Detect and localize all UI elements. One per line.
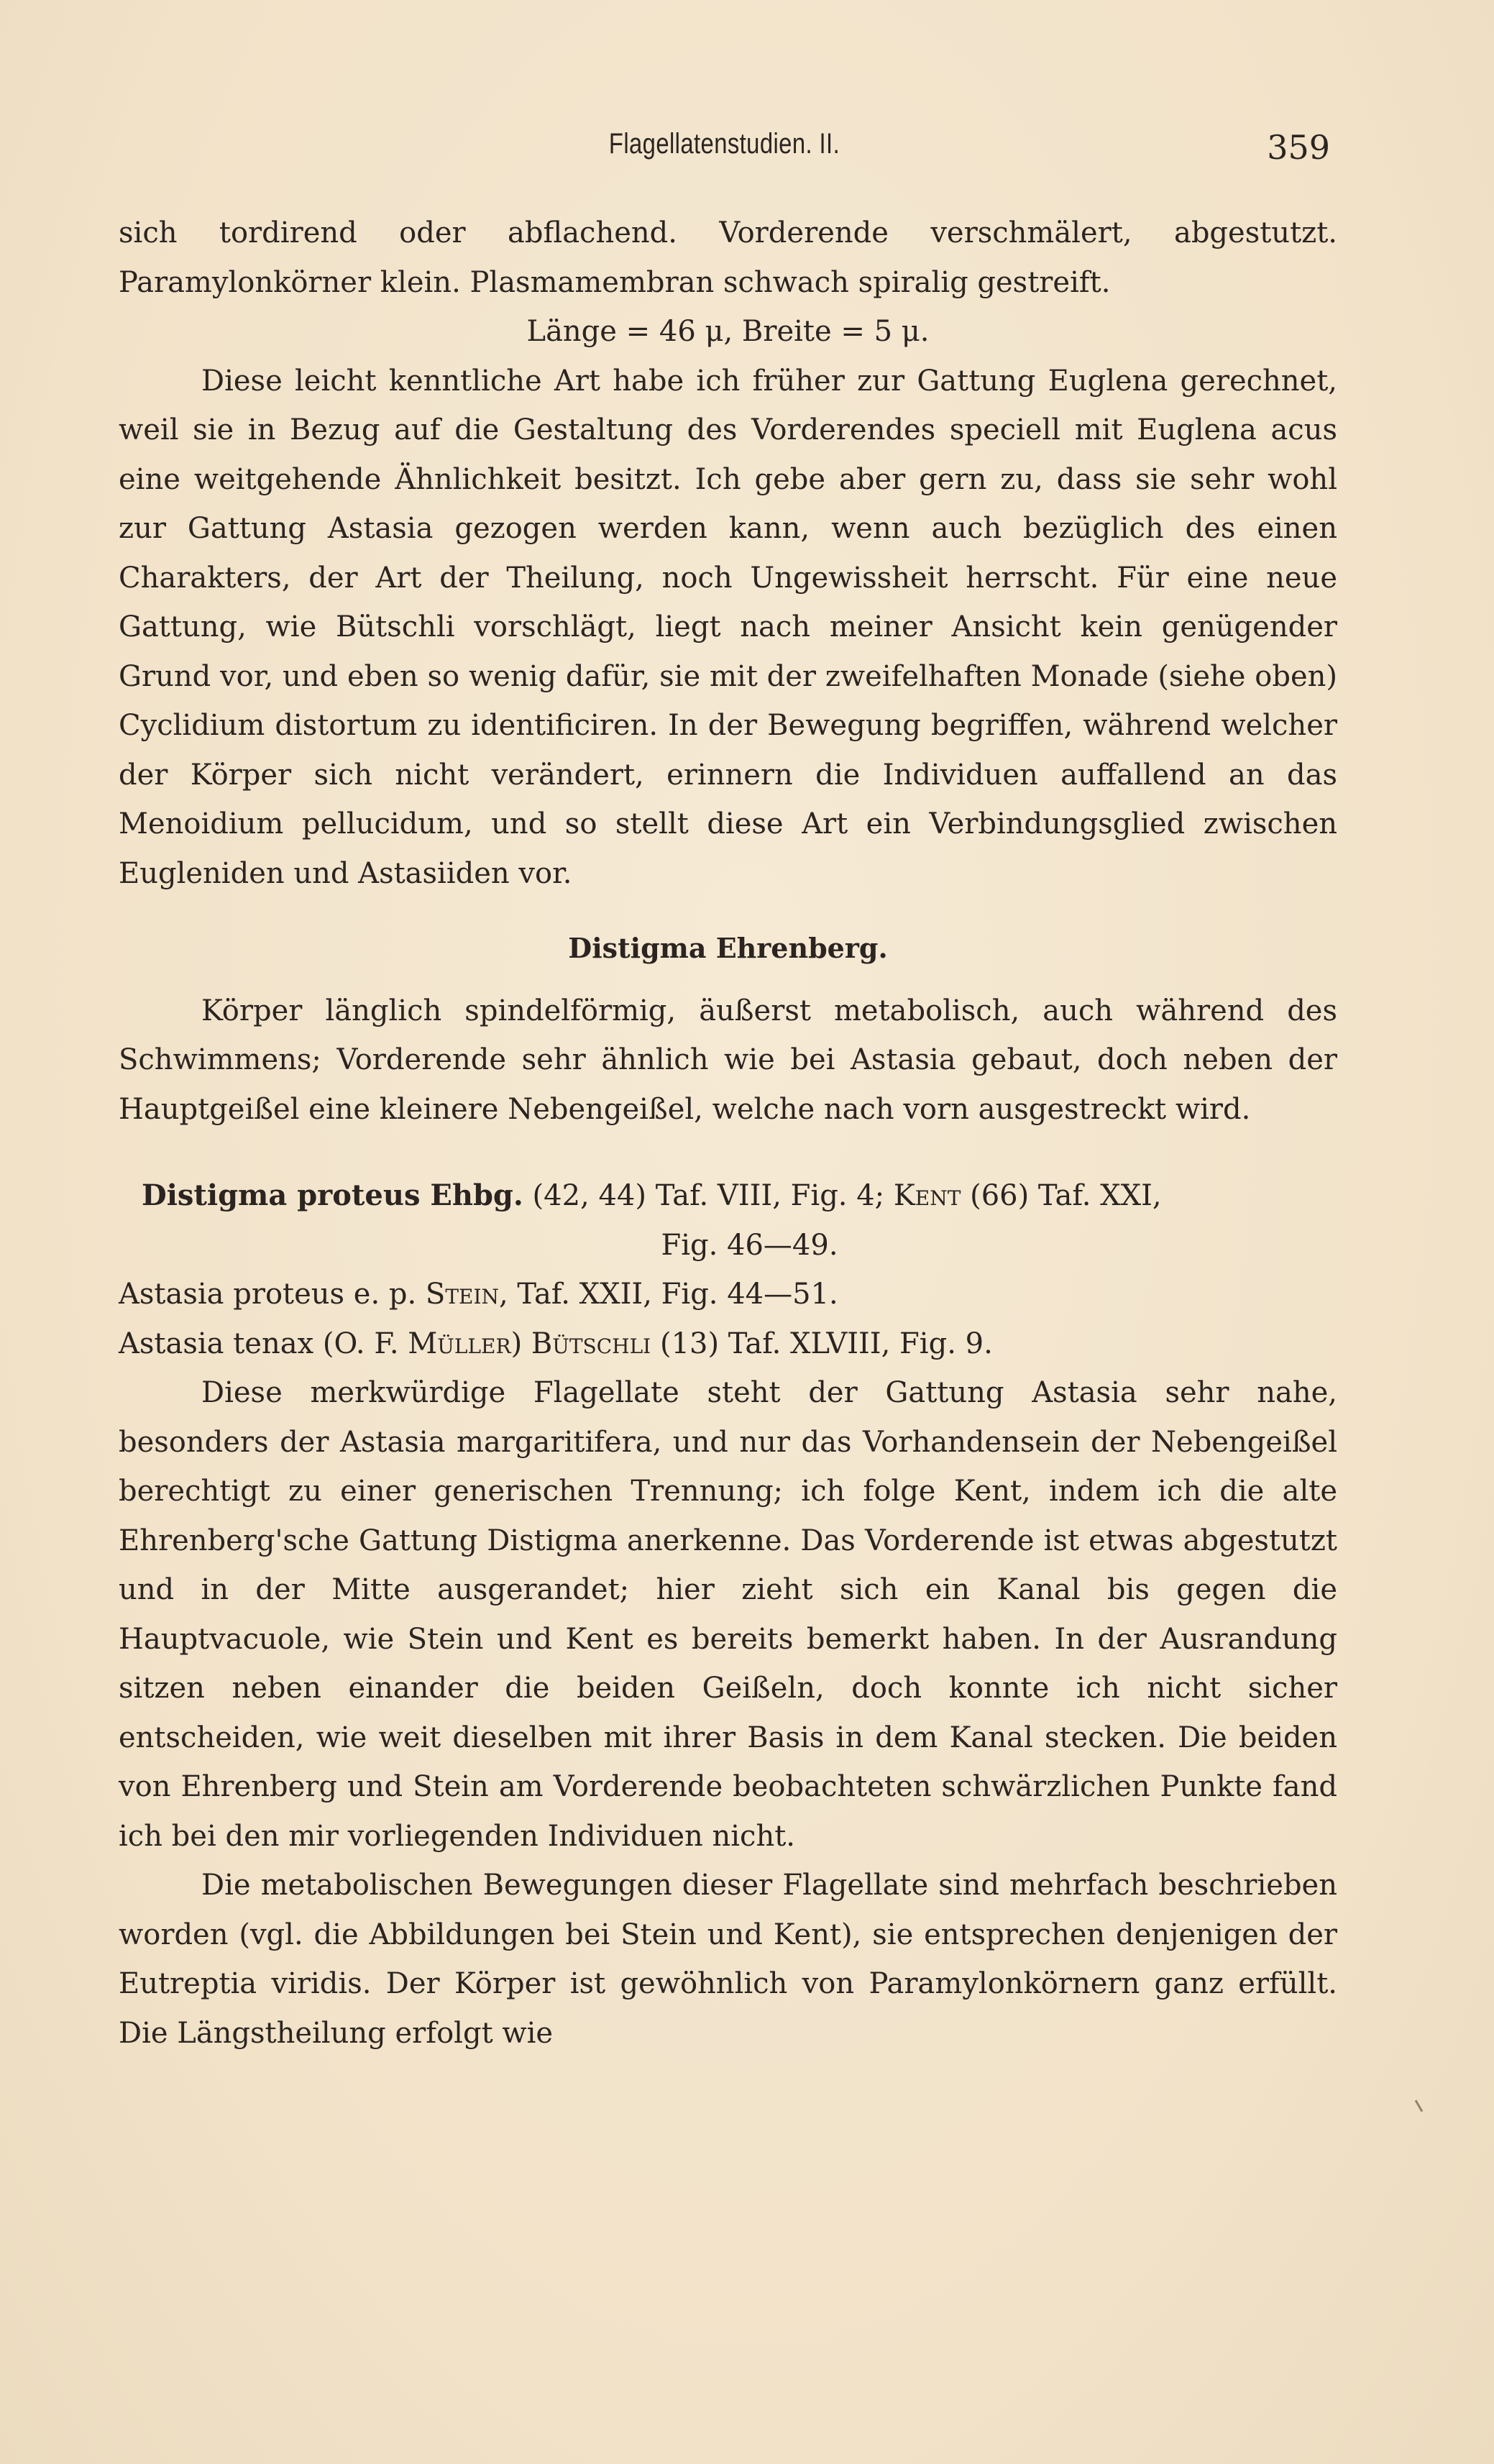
species-heading	[119, 1171, 1337, 1221]
running-head	[119, 128, 1330, 171]
paragraph-metabolic-movements: Die metabolischen Bewegungen dieser Flagellate sind mehrfach beschrieben worden (vgl. die Abbildungen bei Stein und Kent), sie entsprechen denjenigen der Eutreptia viridis. Der Körper ist gewöhnlich von Paramylonkörnern ganz erfüllt. Die Längstheilung erfolgt wie	[119, 1869, 1337, 2050]
genus-heading: Distigma Ehrenberg.	[568, 932, 888, 964]
paragraph-continuation: sich tordirend oder abflachend. Vorderende verschmälert, abgestutzt. Paramylonkörner klein. Plasmamembran schwach spiralig gestreift.	[119, 216, 1337, 299]
page-number: 359	[1267, 128, 1330, 167]
synonym-2-name: Astasia tenax (O. F.	[119, 1327, 399, 1360]
paragraph-distigma-discussion: Diese merkwürdige Flagellate steht der Gattung Astasia sehr nahe, besonders der Astasia margaritifera, und nur das Vorhandensein der Nebengeißel berechtigt zu einer generischen Trennung; ich folge Kent, indem ich die alte Ehrenberg'sche Gattung Distigma anerkenne. Das Vorderende ist etwas abgestutzt und in der Mitte ausgerandet; hier zieht sich ein Kanal bis gegen die Hauptvacuole, wie Stein und Kent es bereits bemerkt haben. In der Ausrandung sitzen neben einander die beiden Geißeln, doch konnte ich nicht sicher entscheiden, wie weit dieselben mit ihrer Basis in dem Kanal stecken. Die beiden von Ehrenberg und Stein am Vorderende beobachteten schwärzlichen Punkte fand ich bei den mir vorliegenden Individuen nicht.	[119, 1376, 1337, 1853]
synonym-2-mid: )	[510, 1327, 523, 1360]
measurement-line: Länge = 46 μ, Breite = 5 μ.	[526, 315, 930, 348]
paragraph-genus-description: Körper länglich spindelförmig, äußerst metabolisch, auch während des Schwimmens; Vorderende sehr ähnlich wie bei Astasia gebaut, doch neben der Hauptgeißel eine kleinere Nebengeißel, welche nach vorn ausgestreckt wird.	[119, 994, 1337, 1126]
synonym-1-author: Stein	[425, 1278, 499, 1311]
body-text	[119, 209, 1337, 2058]
running-head-title: Flagellatenstudien. II.	[608, 128, 840, 160]
species-ref-continuation: Fig. 46—49.	[661, 1228, 838, 1262]
paragraph-astasia-discussion: Diese leicht kenntliche Art habe ich früher zur Gattung Euglena gerechnet, weil sie in Bezug auf die Gestaltung des Vorderendes speciell mit Euglena acus eine weitgehende Ähnlichkeit besitzt. Ich gebe aber gern zu, dass sie sehr wohl zur Gattung Astasia gezogen werden kann, wenn auch bezüglich des einen Charakters, der Art der Theilung, noch Ungewissheit herrscht. Für eine neue Gattung, wie Bütschli vorschlägt, liegt nach meiner Ansicht kein genügender Grund vor, und eben so wenig dafür, sie mit der zweifelhaften Monade (siehe oben) Cyclidium distortum zu identificiren. In der Bewegung begriffen, während welcher der Körper sich nicht verändert, erinnern die Individuen auffallend an das Menoidium pellucidum, und so stellt diese Art ein Verbindungsglied zwischen Eugleniden und Astasiiden vor.	[119, 364, 1337, 890]
species-ref-kent-author: Kent	[893, 1179, 961, 1212]
species-ref-main: (42, 44) Taf. VIII, Fig. 4;	[532, 1179, 885, 1212]
synonym-2-author-2: Bütschli	[531, 1327, 651, 1360]
synonym-2-ref: (13) Taf. XLVIII, Fig. 9.	[659, 1327, 993, 1360]
synonym-1	[119, 1270, 1337, 1319]
synonym-2-author-1: Müller	[408, 1327, 511, 1360]
species-name: Distigma proteus Ehbg.	[142, 1178, 523, 1212]
synonym-1-name: Astasia proteus e. p.	[119, 1278, 417, 1311]
ink-mark	[1415, 2099, 1424, 2112]
synonym-2	[119, 1319, 1337, 1369]
species-ref-kent: (66) Taf. XXI,	[970, 1179, 1162, 1212]
synonym-1-ref: , Taf. XXII, Fig. 44—51.	[499, 1278, 838, 1311]
